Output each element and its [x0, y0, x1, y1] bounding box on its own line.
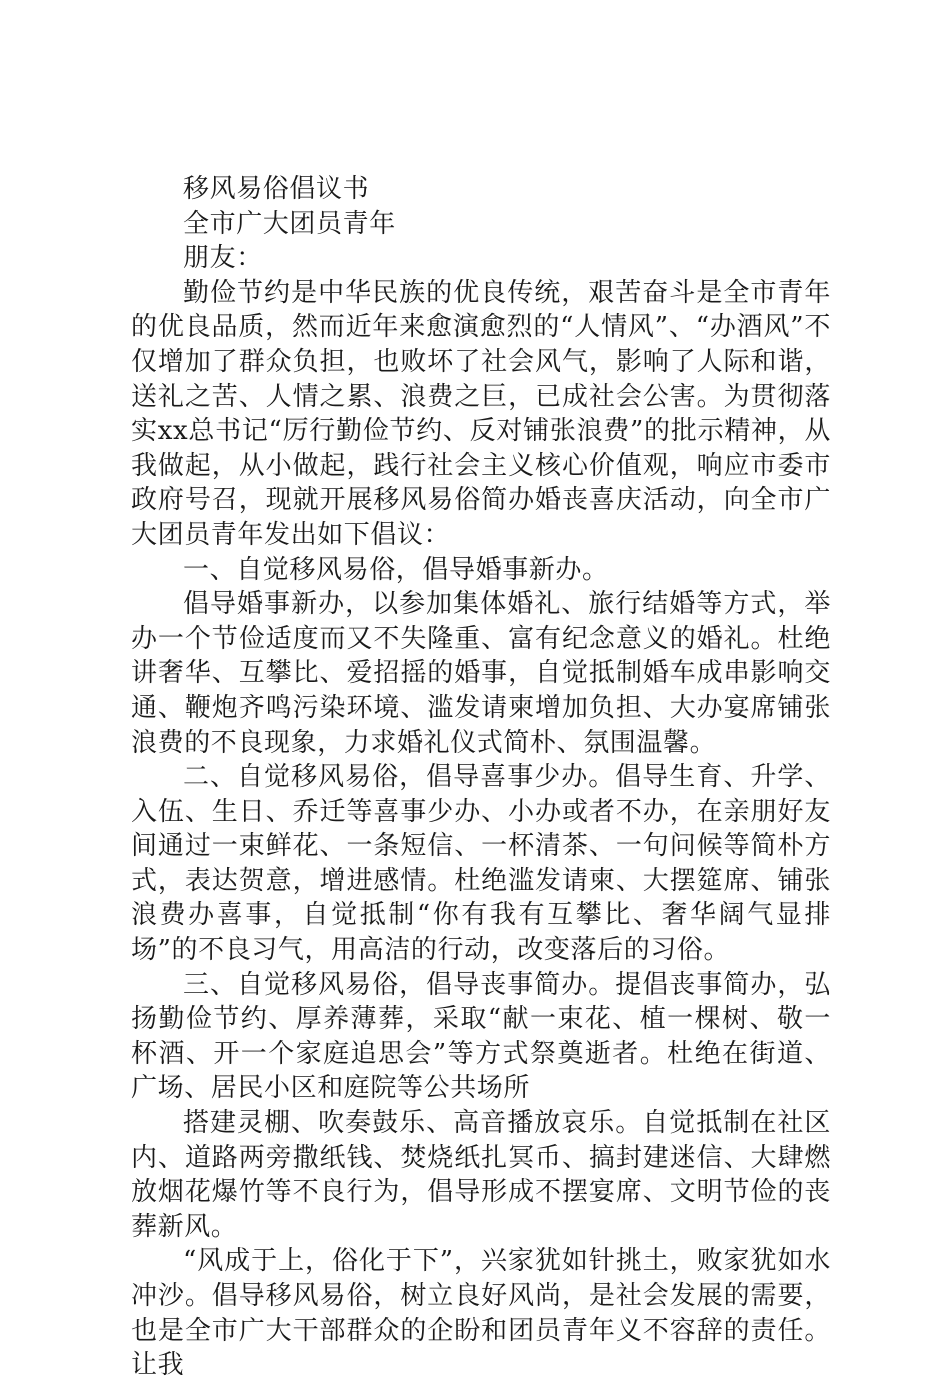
document-body — [131, 172, 831, 1383]
paragraph-intro: 勤俭节约是中华民族的优良传统，艰苦奋斗是全市青年的优良品质，然而近年来愈演愈烈的“人情风”、“办酒风”不仅增加了群众负担，也败坏了社会风气，影响了人际和谐，送礼之苦、人情之累、浪费之巨，已成社会公害。为贯彻落实xx总书记“厉行勤俭节约、反对铺张浪费”的批示精神，从我做起，从小做起，践行社会主义核心价值观，响应市委市政府号召，现就开展移风易俗简办婚丧喜庆活动，向全市广大团员青年发出如下倡议： — [131, 277, 831, 550]
addressee-line-2: 朋友： — [183, 243, 263, 274]
paragraph-celebration: 二、自觉移风易俗，倡导喜事少办。倡导生育、升学、入伍、生日、乔迁等喜事少办、小办或者不办，在亲朋好友间通过一束鲜花、一条短信、一杯清茶、一句问候等简朴方式，表达贺意，增进感情。杜绝滥发请柬、大摆筵席、铺张浪费办喜事，自觉抵制“你有我有互攀比、奢华阔气显排场”的不良习气，用高洁的行动，改变落后的习俗。 — [131, 762, 831, 966]
paragraph-wedding: 倡导婚事新办，以参加集体婚礼、旅行结婚等方式，举办一个节俭适度而又不失隆重、富有纪念意义的婚礼。杜绝讲奢华、互攀比、爱招摇的婚事，自觉抵制婚车成串影响交通、鞭炮齐鸣污染环境、滥发请柬增加负担、大办宴席铺张浪费的不良现象，力求婚礼仪式简朴、氛围温馨。 — [131, 589, 831, 758]
document-title: 移风易俗倡议书 — [183, 174, 370, 204]
paragraph-funeral-continued: 搭建灵棚、吹奏鼓乐、高音播放哀乐。自觉抵制在社区内、道路两旁撒纸钱、焚烧纸扎冥币、搞封建迷信、大肆燃放烟花爆竹等不良行为，倡导形成不摆宴席、文明节俭的丧葬新风。 — [131, 1108, 831, 1242]
paragraph-conclusion: “风成于上，俗化于下”，兴家犹如针挑土，败家犹如水冲沙。倡导移风易俗，树立良好风尚，是社会发展的需要，也是全市广大干部群众的企盼和团员青年义不容辞的责任。让我 — [131, 1246, 831, 1381]
heading-wedding: 一、自觉移风易俗，倡导婚事新办。 — [183, 554, 609, 585]
paragraph-funeral: 三、自觉移风易俗，倡导丧事简办。提倡丧事简办，弘扬勤俭节约、厚养薄葬，采取“献一束花、植一棵树、敬一杯酒、开一个家庭追思会”等方式祭奠逝者。杜绝在街道、广场、居民小区和庭院等公共场所 — [131, 969, 831, 1104]
addressee-line-1: 全市广大团员青年 — [183, 208, 396, 239]
